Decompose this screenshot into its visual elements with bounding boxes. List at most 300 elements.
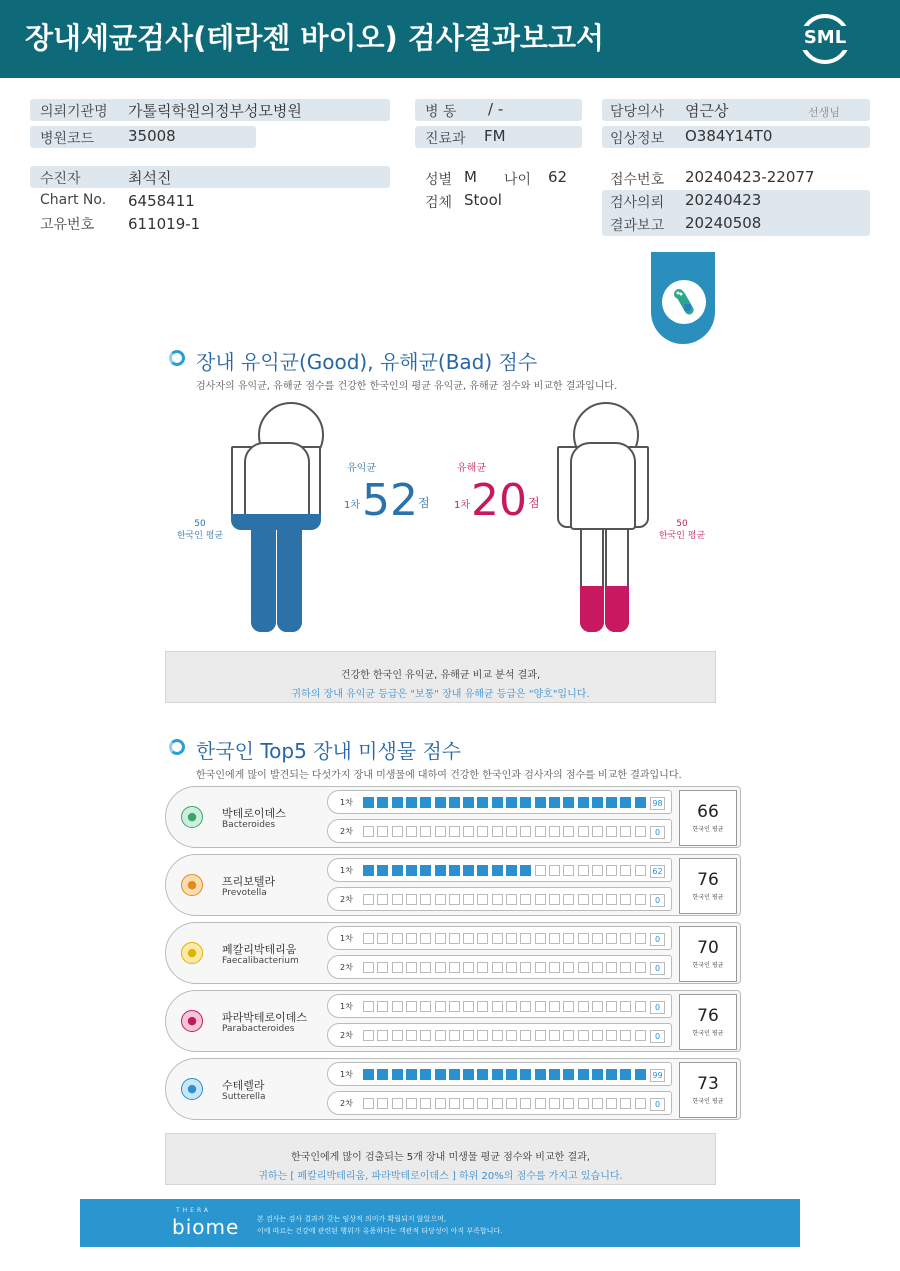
- doctor-label: 담당의사: [610, 104, 665, 120]
- good-score-unit: 점: [418, 496, 430, 510]
- korean-average-label: 한국인 평균: [692, 962, 724, 969]
- specimen-label: 검체: [425, 195, 453, 211]
- bar-cell: [635, 865, 646, 876]
- bar-cell: [392, 933, 403, 944]
- bar-cell: [435, 826, 446, 837]
- ward-label: 병 동: [425, 104, 457, 120]
- bar-round-label: 2차: [340, 963, 353, 972]
- microbe-latin-name: Faecalibacterium: [222, 956, 299, 966]
- bar-cell: [463, 1001, 474, 1012]
- microbe-name: 페칼리박테리움: [222, 943, 297, 956]
- bar-cell: [549, 1098, 560, 1109]
- bar-cell: [563, 826, 574, 837]
- bar-cell: [578, 797, 589, 808]
- good-avg-value: 50: [194, 519, 206, 529]
- section2-subtitle: 한국인에게 많이 발견되는 다섯가지 장내 미생물에 대하여 건강한 한국인과 검사자의 점수를 비교한 결과입니다.: [196, 770, 682, 781]
- bar-cell: [463, 1069, 474, 1080]
- bar-cell: [592, 894, 603, 905]
- bar-round-label: 1차: [340, 1002, 353, 1011]
- bar-cell: [563, 1069, 574, 1080]
- bar-cell: [420, 1030, 431, 1041]
- bar-cell: [392, 865, 403, 876]
- bar-cell: [549, 826, 560, 837]
- bar-round-label: 2차: [340, 1099, 353, 1108]
- bar-cell: [406, 1001, 417, 1012]
- microbe-name: 프리보텔라: [222, 875, 276, 888]
- bar-cell: [578, 894, 589, 905]
- bar-cell: [492, 1098, 503, 1109]
- bar-cell: [620, 1069, 631, 1080]
- bar-cell: [592, 865, 603, 876]
- microbe-row: [165, 1058, 741, 1120]
- bar-cell: [506, 797, 517, 808]
- bar-cell: [549, 933, 560, 944]
- bar-cell: [492, 797, 503, 808]
- bar-cell: [563, 933, 574, 944]
- sml-logo: SML: [800, 26, 850, 50]
- request-label: 검사의뢰: [610, 195, 665, 211]
- bar-cell: [463, 1030, 474, 1041]
- bar-cell: [535, 962, 546, 973]
- bar-cell: [492, 962, 503, 973]
- bar-cell: [578, 826, 589, 837]
- bar-cell: [449, 797, 460, 808]
- bar-round-label: 1차: [340, 1070, 353, 1079]
- patient-value: 최석진: [128, 169, 172, 187]
- bar-cell: [420, 962, 431, 973]
- korean-average-label: 한국인 평균: [692, 826, 724, 833]
- bar-cell: [563, 865, 574, 876]
- bar-cell: [535, 826, 546, 837]
- bar-score-value: 0: [650, 894, 665, 907]
- bar-cell: [406, 797, 417, 808]
- bar-cell: [506, 894, 517, 905]
- bar-cell: [477, 962, 488, 973]
- bar-round-label: 2차: [340, 827, 353, 836]
- bar-score-value: 0: [650, 1001, 665, 1014]
- good-score: 52: [362, 475, 418, 526]
- section1-notice-line2: 귀하의 장내 유익균 등급은 "보통" 장내 유해균 등급은 "양호"입니다.: [291, 689, 590, 700]
- bar-score-value: 0: [650, 962, 665, 975]
- bar-cell: [420, 1069, 431, 1080]
- score-bar-round1: [327, 790, 672, 814]
- bar-cell: [535, 797, 546, 808]
- bar-cell: [535, 1069, 546, 1080]
- bar-cell: [477, 865, 488, 876]
- bar-cell: [549, 865, 560, 876]
- bar-cell: [406, 865, 417, 876]
- bar-cell: [420, 933, 431, 944]
- bar-cell: [363, 797, 374, 808]
- bar-cell: [449, 962, 460, 973]
- bad-score-label: 유해균: [457, 463, 486, 474]
- korean-average-value: 76: [697, 870, 719, 890]
- microbe-name: 수테렐라: [222, 1079, 265, 1092]
- bar-cell: [449, 933, 460, 944]
- bar-cell: [392, 826, 403, 837]
- bar-cell: [492, 1001, 503, 1012]
- score-bar-round2: [327, 819, 672, 843]
- bar-cell: [477, 1069, 488, 1080]
- bad-round: 1차: [454, 500, 471, 511]
- bar-cell: [435, 933, 446, 944]
- score-bar-round2: [327, 955, 672, 979]
- receipt-label: 접수번호: [610, 172, 665, 188]
- bar-cell: [606, 894, 617, 905]
- bar-cell: [635, 797, 646, 808]
- bar-cell: [549, 797, 560, 808]
- bacteria-icon: ●: [181, 806, 203, 828]
- bar-cell: [449, 1030, 460, 1041]
- bar-cell: [620, 1030, 631, 1041]
- score-bar-round1: [327, 994, 672, 1018]
- bar-cell: [477, 1098, 488, 1109]
- bar-cell: [592, 1069, 603, 1080]
- bad-avg-label: [652, 519, 712, 542]
- microbe-row: [165, 786, 741, 848]
- footer-line2: 이에 따르는 건강에 관련된 행위가 유용하다는 객관적 타당성이 아직 부족합니다.: [257, 1227, 503, 1235]
- bar-cell: [363, 1069, 374, 1080]
- id-label: 고유번호: [40, 217, 95, 233]
- footer: [80, 1199, 800, 1247]
- institution-label: 의뢰기관명: [40, 104, 108, 120]
- bar-cell: [606, 1069, 617, 1080]
- microbe-latin-name: Bacteroides: [222, 820, 276, 830]
- bar-cell: [592, 962, 603, 973]
- bar-cell: [520, 1069, 531, 1080]
- section2-ring-icon: [169, 739, 185, 755]
- bar-cell: [377, 1069, 388, 1080]
- microbe-row: [165, 854, 741, 916]
- sex-label: 성별: [425, 172, 453, 188]
- bar-cell: [449, 826, 460, 837]
- bar-round-label: 1차: [340, 798, 353, 807]
- institution-value: 가톨릭학원의정부성모병원: [128, 102, 302, 120]
- bar-cell: [363, 894, 374, 905]
- score-bar-round2: [327, 887, 672, 911]
- bar-cell: [406, 933, 417, 944]
- bar-cell: [449, 1098, 460, 1109]
- bar-cell: [377, 797, 388, 808]
- bar-cell: [435, 865, 446, 876]
- good-avg-label: [170, 519, 230, 542]
- microbe-row: [165, 922, 741, 984]
- bar-cell: [377, 1030, 388, 1041]
- sex-value: M: [464, 168, 477, 186]
- korean-average-value: 73: [697, 1074, 719, 1094]
- bar-score-value: 99: [650, 1069, 665, 1082]
- bar-cell: [377, 1098, 388, 1109]
- bar-cell: [578, 962, 589, 973]
- bar-cell: [406, 1030, 417, 1041]
- bar-round-label: 2차: [340, 895, 353, 904]
- doctor-value: 염근상: [685, 102, 729, 120]
- bar-cell: [563, 894, 574, 905]
- bar-cell: [449, 865, 460, 876]
- bar-cell: [506, 933, 517, 944]
- bar-cell: [635, 1098, 646, 1109]
- bar-cell: [578, 933, 589, 944]
- bar-cell: [620, 1098, 631, 1109]
- bar-cell: [635, 1001, 646, 1012]
- bar-cell: [363, 1030, 374, 1041]
- bar-cell: [463, 1098, 474, 1109]
- bar-cell: [377, 894, 388, 905]
- bar-cell: [592, 1001, 603, 1012]
- clinical-value: O384Y14T0: [685, 127, 773, 145]
- bacteria-icon: ●: [181, 942, 203, 964]
- section2-notice-line1: 한국인에게 많이 검출되는 5개 장내 미생물 평균 점수와 비교한 결과,: [291, 1152, 590, 1163]
- bar-cell: [406, 962, 417, 973]
- receipt-value: 20240423-22077: [685, 168, 815, 186]
- bar-cell: [563, 1098, 574, 1109]
- bar-cell: [363, 933, 374, 944]
- bar-cell: [578, 1069, 589, 1080]
- section2-notice: [165, 1133, 716, 1185]
- korean-average-box: [679, 926, 737, 982]
- bar-cell: [520, 826, 531, 837]
- bar-cell: [377, 826, 388, 837]
- bar-round-label: 1차: [340, 866, 353, 875]
- section2-notice-line2: 귀하는 [ 페칼리박테리움, 파라박테로이데스 ] 하위 20%의 점수를 가지고 있습니다.: [258, 1171, 623, 1182]
- bar-cell: [363, 865, 374, 876]
- hospital-code-label: 병원코드: [40, 131, 95, 147]
- bar-cell: [506, 1098, 517, 1109]
- bar-cell: [520, 962, 531, 973]
- bar-cell: [606, 797, 617, 808]
- good-score-label: 유익균: [347, 463, 376, 474]
- section1-notice-line1: 건강한 한국인 유익균, 유해균 비교 분석 결과,: [340, 670, 541, 681]
- bar-cell: [592, 826, 603, 837]
- bacteria-icon: ●: [181, 874, 203, 896]
- score-bar-round1: [327, 1062, 672, 1086]
- bar-cell: [535, 933, 546, 944]
- korean-average-box: [679, 858, 737, 914]
- bar-cell: [620, 865, 631, 876]
- bar-cell: [520, 933, 531, 944]
- report-header: [0, 0, 900, 78]
- department-label: 진료과: [425, 131, 466, 147]
- hospital-code-value: 35008: [128, 127, 176, 145]
- bar-cell: [406, 1098, 417, 1109]
- bar-cell: [520, 797, 531, 808]
- korean-average-box: [679, 1062, 737, 1118]
- bar-cell: [606, 1030, 617, 1041]
- bar-cell: [578, 1030, 589, 1041]
- bad-fill-right-leg: [605, 586, 629, 632]
- bar-cell: [392, 1030, 403, 1041]
- microbe-name: 파라박테로이데스: [222, 1011, 308, 1024]
- bar-cell: [449, 1001, 460, 1012]
- bar-score-value: 0: [650, 933, 665, 946]
- bar-score-value: 98: [650, 797, 665, 810]
- chart-label: Chart No.: [40, 192, 107, 208]
- footer-logo: biome: [172, 1215, 240, 1239]
- bar-cell: [578, 1001, 589, 1012]
- bar-cell: [392, 797, 403, 808]
- bar-cell: [363, 1001, 374, 1012]
- ward-value: / -: [488, 100, 504, 118]
- bar-cell: [549, 894, 560, 905]
- bar-cell: [620, 894, 631, 905]
- section2-title: 한국인 Top5 장내 미생물 점수: [196, 739, 462, 763]
- bar-cell: [592, 797, 603, 808]
- bar-cell: [620, 933, 631, 944]
- bar-cell: [506, 826, 517, 837]
- bar-cell: [535, 865, 546, 876]
- bar-cell: [392, 1098, 403, 1109]
- bar-cell: [635, 826, 646, 837]
- bar-cell: [535, 1098, 546, 1109]
- bar-cell: [520, 865, 531, 876]
- bar-cell: [463, 865, 474, 876]
- bar-cell: [492, 1069, 503, 1080]
- bar-cell: [520, 1001, 531, 1012]
- bar-cell: [549, 962, 560, 973]
- bar-cell: [420, 1098, 431, 1109]
- section1-notice: [165, 651, 716, 703]
- bar-cell: [606, 1098, 617, 1109]
- bar-score-value: 0: [650, 1030, 665, 1043]
- bar-cell: [420, 865, 431, 876]
- bar-cell: [620, 962, 631, 973]
- score-bar-round2: [327, 1091, 672, 1115]
- bar-cell: [392, 962, 403, 973]
- bar-cell: [635, 933, 646, 944]
- korean-average-value: 70: [697, 938, 719, 958]
- doctor-suffix: 선생님: [808, 106, 840, 119]
- bar-cell: [435, 962, 446, 973]
- good-avg-text: 한국인 평균: [176, 530, 224, 541]
- bad-person-torso: [570, 442, 636, 530]
- bar-cell: [420, 797, 431, 808]
- bar-cell: [578, 865, 589, 876]
- bar-cell: [635, 1030, 646, 1041]
- age-value: 62: [548, 168, 568, 186]
- bar-score-value: 0: [650, 1098, 665, 1111]
- korean-average-box: [679, 790, 737, 846]
- bar-cell: [435, 1001, 446, 1012]
- bacteria-icon: ●: [181, 1078, 203, 1100]
- microbe-latin-name: Parabacteroides: [222, 1024, 295, 1034]
- bar-cell: [463, 933, 474, 944]
- bad-fill-left-leg: [580, 586, 604, 632]
- bar-cell: [492, 933, 503, 944]
- bar-cell: [563, 1030, 574, 1041]
- section1-ring-icon: [169, 350, 185, 366]
- specimen-value: Stool: [464, 191, 502, 209]
- bar-score-value: 62: [650, 865, 665, 878]
- report-value: 20240508: [685, 214, 762, 232]
- microbe-latin-name: Prevotella: [222, 888, 267, 898]
- footer-logo-small: THERA: [176, 1207, 211, 1214]
- score-bar-round1: [327, 926, 672, 950]
- bar-cell: [635, 962, 646, 973]
- bar-cell: [377, 933, 388, 944]
- bad-score-unit: 점: [528, 496, 540, 510]
- bar-cell: [463, 797, 474, 808]
- bar-cell: [449, 894, 460, 905]
- korean-average-value: 66: [697, 802, 719, 822]
- good-round: 1차: [344, 500, 361, 511]
- chart-value: 6458411: [128, 192, 195, 210]
- bar-cell: [606, 962, 617, 973]
- bar-cell: [449, 1069, 460, 1080]
- bar-cell: [549, 1030, 560, 1041]
- bar-cell: [563, 962, 574, 973]
- bar-cell: [435, 1069, 446, 1080]
- request-value: 20240423: [685, 191, 762, 209]
- footer-line1: 본 검사는 검사 결과가 갖는 임상적 의미가 확립되지 않았으며,: [257, 1215, 447, 1223]
- bar-cell: [506, 865, 517, 876]
- good-fill-left-leg: [251, 528, 276, 632]
- bar-cell: [520, 1030, 531, 1041]
- bar-cell: [606, 826, 617, 837]
- bar-cell: [406, 894, 417, 905]
- bar-round-label: 2차: [340, 1031, 353, 1040]
- department-value: FM: [484, 127, 506, 145]
- microbe-row: [165, 990, 741, 1052]
- bar-cell: [492, 894, 503, 905]
- bar-cell: [635, 894, 646, 905]
- bad-avg-value: 50: [676, 519, 688, 529]
- bar-cell: [620, 1001, 631, 1012]
- bar-cell: [506, 1030, 517, 1041]
- bacteria-icon: [662, 280, 706, 324]
- bar-cell: [377, 1001, 388, 1012]
- bar-cell: [392, 894, 403, 905]
- bar-cell: [520, 894, 531, 905]
- microbe-latin-name: Sutterella: [222, 1092, 266, 1102]
- bar-cell: [592, 1030, 603, 1041]
- report-title: 장내세균검사(테라젠 바이오) 검사결과보고서: [25, 21, 604, 55]
- bar-cell: [377, 865, 388, 876]
- bar-cell: [506, 962, 517, 973]
- bar-cell: [420, 894, 431, 905]
- score-bar-round2: [327, 1023, 672, 1047]
- bar-cell: [563, 797, 574, 808]
- bar-cell: [620, 797, 631, 808]
- bar-cell: [606, 933, 617, 944]
- report-label: 결과보고: [610, 218, 665, 234]
- bar-cell: [406, 826, 417, 837]
- bar-cell: [535, 894, 546, 905]
- clinical-label: 임상정보: [610, 131, 665, 147]
- bar-cell: [549, 1069, 560, 1080]
- microbe-name: 박테로이데스: [222, 807, 286, 820]
- bar-cell: [420, 1001, 431, 1012]
- bar-cell: [477, 894, 488, 905]
- bar-cell: [492, 1030, 503, 1041]
- bar-cell: [363, 826, 374, 837]
- bar-cell: [392, 1001, 403, 1012]
- bar-cell: [506, 1001, 517, 1012]
- bar-cell: [477, 1030, 488, 1041]
- bar-cell: [535, 1001, 546, 1012]
- bar-cell: [592, 933, 603, 944]
- bar-cell: [520, 1098, 531, 1109]
- korean-average-box: [679, 994, 737, 1050]
- bar-cell: [477, 933, 488, 944]
- bad-score: 20: [471, 475, 527, 526]
- bar-cell: [563, 1001, 574, 1012]
- good-fill-band: [231, 514, 321, 530]
- bar-cell: [420, 826, 431, 837]
- bar-cell: [363, 1098, 374, 1109]
- id-value: 611019-1: [128, 215, 201, 233]
- bar-round-label: 1차: [340, 934, 353, 943]
- bar-cell: [477, 826, 488, 837]
